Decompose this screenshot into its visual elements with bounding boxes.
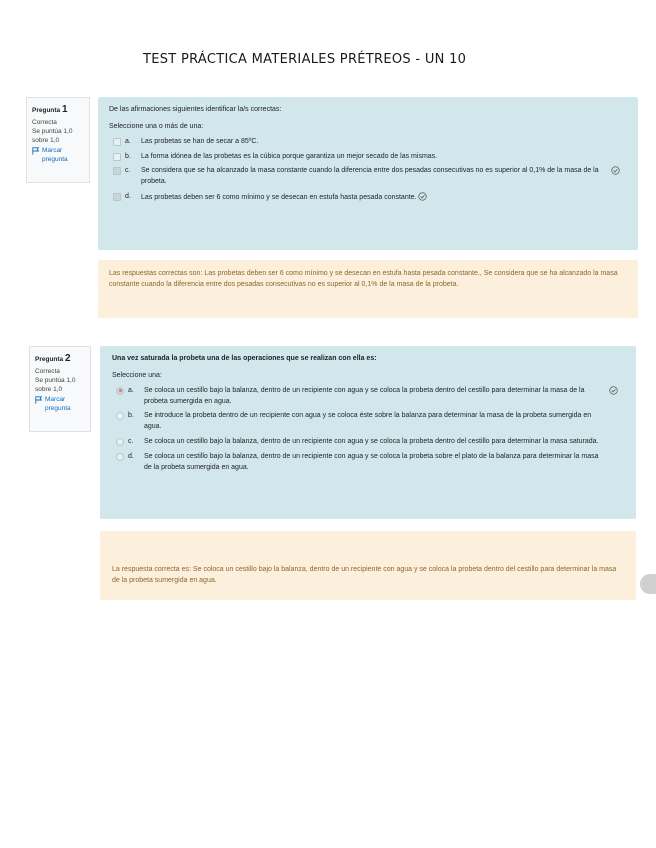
question-1-content — [98, 97, 638, 250]
answer-checkbox[interactable] — [113, 193, 121, 201]
correct-check-icon — [418, 192, 427, 201]
answer-option-c[interactable]: c. Se coloca un cestillo bajo la balanza, dentro de un recipiente con agua y se coloca la probeta dentro del cestillo para determinar la masa saturada. — [112, 437, 624, 448]
question-state: Correcta — [32, 118, 57, 126]
answer-option-b[interactable]: b. La forma idónea de las probetas es la cúbica porque garantiza un mejor secado de las mismas. — [109, 152, 626, 163]
question-number: Pregunta 1 — [32, 104, 68, 115]
scroll-handle[interactable] — [640, 574, 656, 594]
question-2-content — [100, 346, 636, 519]
flag-icon — [35, 396, 43, 404]
flag-icon — [32, 147, 40, 155]
answer-checkbox[interactable] — [113, 153, 121, 161]
answer-radio[interactable] — [116, 453, 124, 461]
question-grade: Se puntúa 1,0 sobre 1,0 — [35, 376, 76, 394]
question-1-info — [26, 97, 90, 183]
flag-question-link[interactable]: Marcar pregunta — [32, 146, 84, 165]
answer-prompt: Seleccione una: — [112, 371, 162, 379]
page-title: TEST PRÁCTICA MATERIALES PRÉTREOS - UN 10 — [143, 52, 467, 67]
correct-check-icon — [611, 166, 620, 175]
question-text: De las afirmaciones siguientes identificar la/s correctas: — [109, 106, 282, 113]
answer-radio[interactable] — [116, 438, 124, 446]
answer-option-d[interactable]: d. Se coloca un cestillo bajo la balanza, dentro de un recipiente con agua y se coloca la probeta sobre el plato de la balanza para determinar la masa de la probeta sumergida en agua. — [112, 452, 624, 474]
answer-radio[interactable] — [116, 387, 124, 395]
answer-prompt: Seleccione una o más de una: — [109, 122, 204, 130]
answer-option-a[interactable]: a. Se coloca un cestillo bajo la balanza, dentro de un recipiente con agua y se coloca la probeta dentro del cestillo para determinar la masa de la probeta sumergida en agua. — [112, 386, 624, 408]
answer-option-d[interactable]: d. Las probetas deben ser 6 como mínimo y se desecan en estufa hasta pesada constante. — [109, 192, 626, 204]
answer-option-b[interactable]: b. Se introduce la probeta dentro de un recipiente con agua y se coloca éste sobre la balanza para determinar la masa de la probeta sumergida en agua. — [112, 411, 624, 433]
question-2-info — [29, 346, 91, 432]
correct-check-icon — [609, 386, 618, 395]
answer-checkbox[interactable] — [113, 138, 121, 146]
question-1-feedback: Las respuestas correctas son: Las probetas deben ser 6 como mínimo y se desecan en estufa hasta pesada constante., Se considera que se ha alcanzado la masa constante cuando la diferencia entre dos pesadas consecutivas no es superior al 0,1% de la masa de la probeta. — [98, 260, 638, 318]
question-text: Una vez saturada la probeta una de las operaciones que se realizan con ella es: — [112, 355, 377, 362]
question-grade: Se puntúa 1,0 sobre 1,0 — [32, 127, 73, 145]
answer-radio[interactable] — [116, 412, 124, 420]
question-state: Correcta — [35, 367, 60, 375]
question-2-feedback: La respuesta correcta es: Se coloca un cestillo bajo la balanza, dentro de un recipiente con agua y se coloca la probeta dentro del cestillo para determinar la masa de la probeta sumergida en agua. — [100, 531, 636, 600]
answer-checkbox[interactable] — [113, 167, 121, 175]
answer-option-c[interactable]: c. Se considera que se ha alcanzado la masa constante cuando la diferencia entre dos pesadas consecutivas no es superior al 0,1% de la masa de la probeta. — [109, 166, 626, 188]
flag-question-link[interactable]: Marcar pregunta — [35, 395, 85, 414]
question-number: Pregunta 2 — [35, 353, 71, 364]
answer-option-a[interactable]: a. Las probetas se han de secar a 85ºC. — [109, 137, 626, 148]
